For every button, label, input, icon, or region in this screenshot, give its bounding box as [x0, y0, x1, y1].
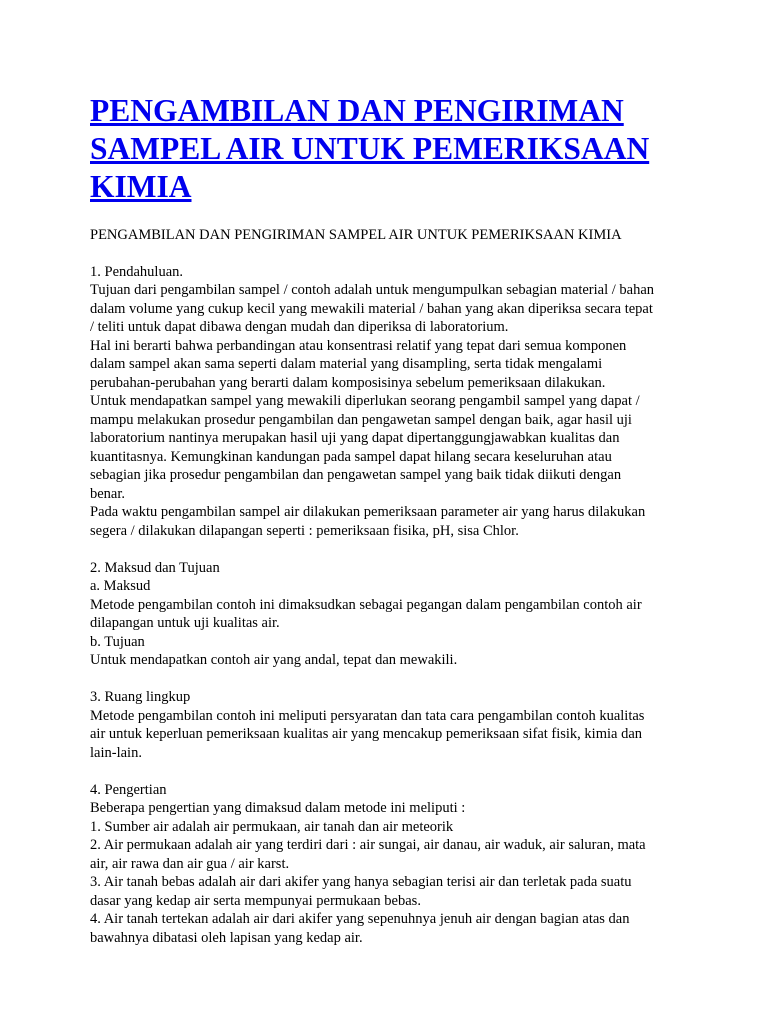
subtitle: PENGAMBILAN DAN PENGIRIMAN SAMPEL AIR UNTUK PEMERIKSAAN KIMIA: [90, 227, 622, 243]
text-line: dilapangan untuk uji kualitas air.: [90, 615, 280, 631]
text-line: 3. Ruang lingkup: [90, 689, 191, 705]
text-line: 3. Air tanah bebas adalah air dari akifer yang hanya sebagian terisi air dan terletak pada suatu: [90, 874, 632, 890]
text-line: sebagian jika prosedur pengambilan dan pengawetan sampel yang baik tidak diikuti dengan: [90, 467, 622, 483]
text-line: Pada waktu pengambilan sampel air dilakukan pemeriksaan parameter air yang harus dilakukan: [90, 504, 646, 520]
text-line: Hal ini berarti bahwa perbandingan atau konsentrasi relatif yang tepat dari semua komponen: [90, 337, 627, 354]
text-line: Metode pengambilan contoh ini dimaksudkan sebagai pegangan dalam pengambilan contoh air: [90, 596, 642, 613]
paragraph-gap: [90, 540, 680, 559]
paragraph-gap: [90, 670, 680, 689]
text-line: 4. Air tanah tertekan adalah air dari akifer yang sepenuhnya jenuh air dengan bagian atas dan: [90, 911, 630, 927]
text-line: Untuk mendapatkan contoh air yang andal, tepat dan mewakili.: [90, 652, 458, 668]
text-line: Tujuan dari pengambilan sampel / contoh adalah untuk mengumpulkan sebagian material / bahan: [90, 282, 655, 298]
text-line: 4. Pengertian: [90, 781, 167, 798]
text-line: dalam volume yang cukup kecil yang mewakili material / bahan yang akan diperiksa secara tepat: [90, 300, 653, 317]
text-line: Metode pengambilan contoh ini meliputi persyaratan dan tata cara pengambilan contoh kualitas: [90, 707, 645, 724]
text-line: benar.: [90, 485, 126, 502]
text-line: b. Tujuan: [90, 633, 145, 650]
text-line: 2. Air permukaan adalah air yang terdiri dari : air sungai, air danau, air waduk, air saluran, mata: [90, 837, 646, 853]
text-line: 2. Maksud dan Tujuan: [90, 559, 220, 576]
paragraph-gap: [90, 762, 680, 781]
title-link[interactable]: PENGAMBILAN DAN PENGIRIMAN SAMPEL AIR UNTUK PEMERIKSAAN KIMIA: [90, 93, 650, 204]
text-line: 1. Sumber air adalah air permukaan, air tanah dan air meteorik: [90, 818, 454, 835]
text-line: Beberapa pengertian yang dimaksud dalam metode ini meliputi :: [90, 800, 466, 816]
text-line: laboratorium nantinya merupakan hasil uji yang dapat dipertanggungjawabkan kualitas dan: [90, 430, 620, 446]
text-line: air, air rawa dan air gua / air karst.: [90, 855, 290, 872]
text-line: dalam sampel akan sama seperti dalam material yang disampling, serta tidak mengalami: [90, 356, 603, 372]
text-line: 1. Pendahuluan.: [90, 263, 184, 280]
text-line: Untuk mendapatkan sampel yang mewakili diperlukan seorang pengambil sampel yang dapat /: [90, 393, 640, 409]
text-line: / teliti untuk dapat dibawa dengan mudah dan diperiksa di laboratorium.: [90, 319, 509, 335]
text-line: air untuk keperluan pemeriksaan kualitas air yang mencakup pemeriksaan sifat fisik, kimia dan: [90, 726, 643, 742]
document-page: [90, 92, 680, 947]
text-line: mampu melakukan prosedur pengambilan dan pengawetan sampel dengan baik, agar hasil uji: [90, 411, 632, 428]
text-line: bawahnya dibatasi oleh lapisan yang kedap air.: [90, 929, 363, 946]
text-line: lain-lain.: [90, 744, 142, 761]
text-line: a. Maksud: [90, 578, 151, 594]
body-text: [90, 263, 680, 948]
text-line: segera / dilakukan dilapangan seperti : pemeriksaan fisika, pH, sisa Chlor.: [90, 522, 519, 539]
text-line: dasar yang kedap air serta mempunyai permukaan bebas.: [90, 892, 421, 909]
text-line: perubahan-perubahan yang berarti dalam komposisinya sebelum pemeriksaan dilakukan.: [90, 374, 606, 391]
text-line: kuantitasnya. Kemungkinan kandungan pada sampel dapat hilang secara keseluruhan atau: [90, 448, 612, 465]
